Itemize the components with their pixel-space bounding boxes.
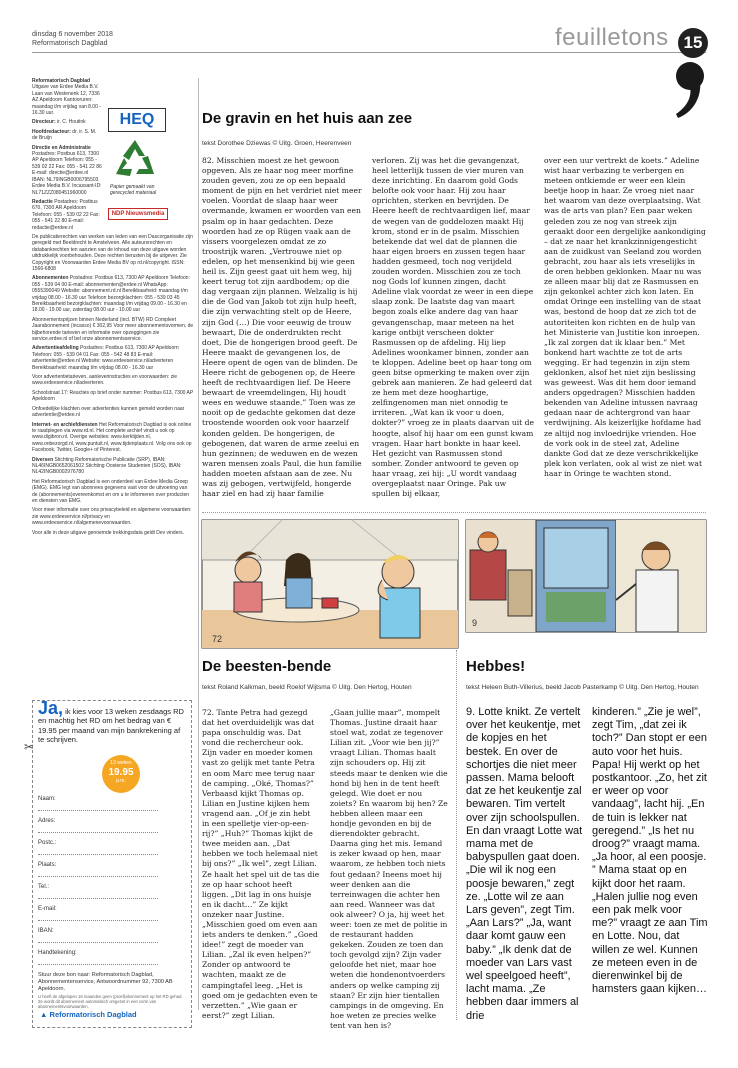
price-badge xyxy=(102,755,140,793)
colophon-block-text: Voor meer informatie over ons privacybeleid en algemene voorwaarden: zie www.erdeeservice.nl/privacy en www.erdeeservice.nl/algemenevoorwaarden. xyxy=(32,507,192,527)
coupon-field-name[interactable]: Naam: xyxy=(38,796,158,811)
colophon-block-text: Stichting Reformatorische Publicatie (SRP), IBAN: NL46INGB0652061502 Stichting Oosterse Studenten (SOS), IBAN: NL42INGB0002976780 xyxy=(32,456,182,476)
colophon-block-title: Abonnementen xyxy=(32,275,69,282)
article-title: De gravin en het huis aan zee xyxy=(202,110,413,127)
article-credit: tekst Heleen Buth-Villerius, beeld Jacob Pasterkamp © Uitg. Den Hertog, Houten xyxy=(466,684,699,691)
issue-date: dinsdag 6 november 2018 xyxy=(32,31,113,38)
colophon-block-title: Redactie xyxy=(32,198,53,205)
colophon-block-title: Hoofdredacteur: xyxy=(32,128,71,135)
colophon-block-text: Abonnementsprijzen binnen Nederland (incl. BTW) RD Compleet Jaarabonnement (incasso) € 302,95 Voor meer abonnementsvormen, de bijbehorende tarieven en informatie over opzeggingen zie service.erdee.nl of bel onze abonnementsservice. xyxy=(32,316,194,343)
illustration-number: 72 xyxy=(212,634,223,644)
article-column-2: kinderen.” „Zie je wel”, zegt Tim, „dat zei ik toch?” Dan stopt er een auto voor het huis. Papa! Hij werkt op het postkantoor. „Zo, het zit er weer op voor vandaag”, lacht hij. „En de tuin is lekker nat geregend.” „Is het nu droog?” vraagt mama. „Ja hoor, al een poosje. ” Mama staat op en kijkt door het raam. „Halen jullie nog even een pak melk voor me?” vraagt ze aan Tim en Lotte. Nou, dat willen ze wel. Kunnen ze meteen even in de dierenwinkel bij de hamsters gaan kijken… xyxy=(592,706,708,996)
article-title: Hebbes! xyxy=(466,658,526,675)
newspaper-name: Reformatorisch Dagblad xyxy=(32,40,108,47)
colophon-block-title: Diversen xyxy=(32,456,54,463)
colophon-block-text: De publicatierechten van werken van leden van een Dascorganisatie zijn geregeld met Beeldrecht te Amstelveen. Alle auteursrechten en databankrechten ten aanzien van de inhoud van deze uitgave worden uitdrukkelijk voorbehouden. Deze rechten berusten bij de uitgever. Zie Copyright en Voorwaarden Erdee Media BV op rd.nl/copyright. ISSN: 1566-6808 xyxy=(32,233,193,272)
colophon-block-text: Postadres: Postbus 613, 7300 AP Apeldoorn Telefoon: 055 - 539 04 01 Fax: 055 - 542 48 83 E-mail: advertentie@erdee.nl Website: www.erdeeservice.nl/adverteren Bereikbaarheid: maandag t/m vrijdag 08.00 - 16.30 uur xyxy=(32,345,179,371)
column-divider xyxy=(198,78,199,1010)
coupon-field-city[interactable]: Plaats: xyxy=(38,862,158,877)
brand-logo-icon: ▲ xyxy=(40,1010,48,1019)
colophon-block xyxy=(32,345,194,371)
coupon-footer: Stuur deze bon naar: Reformatorisch Dagblad, Abonnementenservice, Antwoordnummer 92, 7300 AB Apeldoorn. xyxy=(38,972,173,992)
recycle-caption: Papier gemaakt van gerecycled materiaal xyxy=(110,184,157,196)
article-column-3: over een uur vertrekt de koets.” Adeline wist haar verbazing te verbergen en meteen ontkiemde er weer een klein beetje hoop in haar. Ze vroeg niet naar het waarom van deze overplaatsing. Wat was de arts van plan? Een paar weken geleden zou ze nog van streek zijn geraakt door een dergelijke aankondiging – dat ze naar het krankzinnigengesticht aan de zuidkust van Seeland zou worden gebracht, zou haar als iets vreselijks in de oren hebben geklonken. Maar nu was ze alleen maar blij dat ze Rasmussen en zijn gekonkel achter zich kon laten. En omdat Oringe een instelling van de staat was, bestond de hoop dat ze zich tot de autoriteiten kon richten en de hulp van het Ministerie van Justitie kon inroepen. „Ik zal zorgen dat ik klaar ben.” Met bonkend hart wachtte ze tot de arts wegging. Er had tegenzin in zijn stem geklonken, alsof het niet zijn beslissing was geweest. Was dit hem door iemand anders opgedragen? Misschien hadden bekenden van Adeline intussen navraag gedaan naar de achtergrond van haar verdwijning. Als keizerlijke hofdame had ze altijd nog invloedrijke vrienden. Hoe de vork ook in de steel zat, Adeline dankte God dat ze deze verschrikkelijke plek kon verlaten, ook al wist ze niet wat haar in Oringe te wachten stond. xyxy=(544,156,706,478)
coupon-ja: Ja, xyxy=(38,698,64,718)
colophon-block xyxy=(32,129,102,142)
comic-illustration-beesten xyxy=(202,520,458,648)
header-rule xyxy=(32,52,706,53)
article-column-1: 82. Misschien moest ze het gewoon opgeven. Als ze haar nog meer morfine zouden geven, zou ze op een bepaald moment de pijn en het verdriet niet meer voelen. Voordat de slaap haar weer overmande, kwamen er woorden van een psalm op in haar gedachten. Deze woorden had ze op Rügen vaak aan de vissers voorgelezen omdat ze zo troostrijk waren. „Vertrouwe niet op edelen, op het mensenkind bij wie geen heil is. Zijn geest gaat uit hem weg, hij keert terug tot zijn aardbodem; op die dag vergaan zijn plannen. Welzalig is hij die de God van Jakob tot zijn hulp heeft, die zijn verwachting stelt op de Heere, zijn God (…) Die voor eeuwig de trouw bewaart, Die de onderdrukten recht doet, Die de hongerigen brood geeft. De Heere maakt de gevangenen los, de Heere opent de ogen van de blinden. De Heere richt de gebogenen op, de Heere heeft de rechtvaardigen lief. De Heere bewaart de vreemdelingen, Hij houdt wees en weduwe staande.” Toen was ze nooit op de gedachte gekomen dat deze troostende woorden ook voor haarzelf konden gelden. De hongerigen, de gebogenen, dat waren de arme zeelui en hun gezinnen; de weduwen en de wezen waren mensen zoals Paul, die hun familie hadden moeten afstaan aan de zee. Nu was zij gebogen, vertwijfeld, hongerde haar ziel en had zij haar familie xyxy=(202,156,362,499)
badge-period: p.m. xyxy=(116,778,126,784)
colophon-block-text: Voor alle in deze uitgave genoemde trekkingsdata geldt Dev vinders. xyxy=(32,529,185,536)
column-divider xyxy=(456,650,457,1020)
article-credit: tekst Roland Kalkman, beeld Roelof Wijtsma © Uitg. Den Hertog, Houten xyxy=(202,684,412,691)
coupon-field-address[interactable]: Adres: xyxy=(38,818,158,833)
page-header-left xyxy=(32,30,113,48)
colophon-block xyxy=(32,78,102,116)
colophon-block-text: ir. C. Houtink xyxy=(57,119,86,126)
colophon-block xyxy=(32,119,102,125)
coupon-field-phone[interactable]: Tel.: xyxy=(38,884,158,899)
section-separator xyxy=(202,512,706,513)
article-column-1: 72. Tante Petra had gezegd dat het overduidelijk was dat papa onschuldig was. Dat vond die rechercheur ook. Zijn vader en moeder komen vast zo gelijk met tante Petra en oom Marc mee terug naar de camping. „Oké, Thomas?” Verbaasd kijkt Thomas op. Lilian en Justine kijken hem vragend aan. „Of je zin hebt in een spelletje vier-op-een-rij?” „Huh?” Thomas kijkt de twee meiden aan. „Dat hebben we toch helemaal niet bij ons?” „Ik wel”, zegt Lilian. Ze haalt het spel uit de tas die ze op haar schoot heeft liggen. „Dit lag in ons huisje en ik dacht…” Ze kijkt onzeker naar Justine. „Misschien goed om even aan iets anders te denken.” „Goed idee!” zegt de moeder van Lilian. „Zal ik even helpen?” Zonder op antwoord te wachten, maakt ze de campingtafel leeg. „Het is goed om je gedachten even te verzetten.” „Wie gaan er eerst?” zegt Lilian. xyxy=(202,708,320,1020)
colophon-block xyxy=(32,275,194,313)
comma-icon xyxy=(672,60,708,120)
colophon-block-title: Directie en Administratie xyxy=(32,144,91,151)
colophon-block-text: Uitgave van Erdee Media B.V. Laan van Westenenk 12, 7336 AZ Apeldoorn Kantooruren: maandag t/m vrijdag van 8.00 - 16.30 uur. xyxy=(32,84,101,117)
illustration-number: 9 xyxy=(472,618,478,628)
colophon-block xyxy=(32,199,102,231)
coupon-brand xyxy=(40,1010,137,1019)
coupon-field-postcode[interactable]: Postc.: xyxy=(38,840,158,855)
section-title: feuilletons xyxy=(555,24,669,51)
coupon-intro-block xyxy=(38,698,186,745)
colophon-block xyxy=(32,406,194,419)
badge-weeks: 13 weken xyxy=(110,760,132,766)
colophon-block-text: Postadres: Postbus 613, 7300 AP Apeldoorn Telefoon: 055 - 539 04 00 E-mail: abonnementen@erdee.nl WhatsApp: 0555390049 Website: abonnement.rd.nl Bereikbaarheid: maandag t/m vrijdag 08.00 - 16.30 uur Telefoon bezorgklachten: 055 - 539 03 45 Bereikbaarheid bezorgklachten: maandag t/m vrijdag 09.00 - 16.30 en 18.00 - 19.00 uur, zaterdag 08.00 uur - 10.00 uur xyxy=(32,275,190,314)
page-number: 15 xyxy=(678,28,708,58)
coupon-field-iban[interactable]: IBAN: xyxy=(38,928,158,943)
colophon-block-text: dr. ir. S. M. de Bruijn xyxy=(32,128,97,142)
colophon-block-text: Het Reformatorisch Dagblad is ook online te raadplegen via www.rd.nl. Het complete archief vindt u ook op www.digibron.nl. Overige websites: www.kerktijden.nl, www.onbezorgd.nl, www.puntuit.nl, www.tijdenplaats.nl. Volg ons ook op Facebook, Twitter, Google+ of Pinterest. xyxy=(32,421,192,454)
colophon-block xyxy=(32,145,102,196)
article-column-1: 9. Lotte knikt. Ze vertelt over het keukentje, met de kopjes en het bestek. En over de schortjes die niet meer passen. Mama belooft dat ze het keukentje zal bewaren. Tim vertelt over zijn schoolspullen. En dan vraagt Lotte wat mama met de babyspullen gaat doen. „Die wil ik nog een poosje bewaren,” zegt ze. „Lotte wil ze aan Lars geven”, zegt Tim. „Aan Lars?” „Ja, want daar komt gauw een baby.” „Ik denk dat de moeder van Lars vast wel speelgoed heeft”, lacht mama. „Ze hebben daar immers al drie xyxy=(466,706,583,1022)
colophon-block xyxy=(32,457,194,476)
colophon-block-title: Advertentieafdeling xyxy=(32,345,79,352)
colophon-block xyxy=(32,374,194,387)
hq-logo xyxy=(108,108,166,132)
colophon-block-text: Voor advertentietarieven, aanleverinstructies en voorwaarden: zie www.erdeeservice.nl/adverteren. xyxy=(32,374,178,387)
coupon-field-signature[interactable]: Handtekening: xyxy=(38,950,158,965)
colophon-block-text: Het Reformatorisch Dagblad is een onderdeel van Erdee Media Groep (EMG). EMG legt van abonnees gegevens vast voor de uitvoering van de (abonnements)overeenkomst en om u te informeren over producten en diensten van EMG. xyxy=(32,478,190,504)
colophon-block-text: Schoolstraat 17: Reacties op brief onder nummer: Postbus 613, 7300 AP Apeldoorn xyxy=(32,389,194,403)
coupon-field-email[interactable]: E-mail: xyxy=(38,906,158,921)
colophon-block-text: Postadres: Postbus 613, 7300 AP Apeldoorn Telefoon: 055 - 539 02 22 Fax: 055 - 541 22 86 E-mail: directie@erdee.nl IBAN: NL79INGB0006795503 Erdee Media B.V. Incassant-ID: NL71ZZZ080451960000 xyxy=(32,151,102,196)
colophon-block-title: Directeur: xyxy=(32,119,56,126)
colophon-block xyxy=(32,390,194,403)
colophon-block xyxy=(32,507,194,526)
ndp-logo: NDP Nieuwsmedia xyxy=(108,208,168,220)
article-column-2: „Gaan jullie maar”, mompelt Thomas. Justine draait haar stoel wat, zodat ze tegenover Lilian zit. „Voor wie ben jij?” vraagt Lilian. Thomas haalt zijn schouders op. Hij zit steeds maar te denken wie die hond bij hen in de tent heeft gelegd. Wie doet er nou zoiets? En waarom bij hen? Ze hebben alleen maar een hondje gevonden en bij de dierendokter gebracht. Daarna ging het mis. Iemand is zeker kwaad op hen, maar waarom, ze hebben toch niets fout gedaan? Ineens moet hij weer denken aan die terreinwagen die achter hen aan reed. Wanneer was dat ook alweer? O ja, hij weet het weer: toen ze met de politie in de restaurant hadden gekeken. Zouden ze toen dan toch gevolgd zijn? Zijn vader geloofde het niet, maar hoe weten die hondenontvoerders anders op welke camping zij staan? Er zijn hier tientallen campings in de omgeving. En hoe weten ze precies welke tent van hen is? xyxy=(330,708,448,1030)
colophon-block-title: Internet- en archiefdiensten xyxy=(32,421,98,428)
colophon-block xyxy=(32,479,194,505)
colophon-block xyxy=(32,317,194,343)
colophon-block xyxy=(32,422,194,454)
colophon-block-text: Postadres: Postbus 670, 7300 AR Apeldoorn Telefoon: 055 - 539 02 22 Fax: 055 - 541 22 80 E-mail: redactie@erdee.nl xyxy=(32,198,100,231)
colophon-block xyxy=(32,234,194,272)
hq-logo-text: HEQ xyxy=(119,111,155,128)
article-column-2: verloren. Zij was het die gevangenzat, heel letterlijk tussen de vier muren van deze inrichting. En daarom gold Gods belofte ook voor haar. Hij zou haar oprichten, sterken en bevrijden. De Heere heeft de rechtvaardigen lief, maar de wegen van de goddelozen maakt Hij krom, stond er in de psalm. Misschien betekende dat wel dat de plannen die haar eigen broers en zussen tegen haar hadden gesmeed, toch nog verijdeld zouden worden. Misschien zou ze toch nog Gods lof kunnen zingen, dacht Adeline vlak voordat ze weer in een diepe slaap zonk. De laatste dag van maart begon zoals elke andere dag van haar gevangenschap, maar meteen na het karige ontbijt verscheen dokter Rasmussen op de afdeling. Hij liep Adelines woonkamer binnen, zonder aan te kloppen. Adeline beet op haar tong om geen bitse opmerking te maken over zijn gebrek aan manieren. Ze had geleerd dat ze hem met deze hooghartige, zelfingenomen man niet onnodig te irriteren. „Wat kan ik voor u doen, dokter?” vroeg ze in plaats daarvan uit de hoogte, alsof hij haar om een gunst kwam vragen. Haar hart bonkte in haar keel. Het gezicht van Rasmussen stond somber. Zonder antwoord te geven op haar vraag, zei hij: „U wordt vandaag overgeplaatst naar Oringe. Pak uw spullen bij elkaar, xyxy=(372,156,534,499)
article-credit: tekst Dorothee Dziewas © Uitg. Groen, Heerenveen xyxy=(202,140,352,147)
colophon-block-title: Reformatorisch Dagblad xyxy=(32,78,91,84)
illustration-hebbes xyxy=(466,520,706,632)
colophon-block-text: Onfoedelijke klachten over advertenties kunnen gemeld worden naar advertentie@erdee.nl xyxy=(32,405,185,419)
coupon-intro: ik kies voor 13 weken zesdaags RD en machtig het RD om het bedrag van € 19.95 per maand van mijn bankrekening af te schrijven. xyxy=(38,707,184,745)
brand-name: Reformatorisch Dagblad xyxy=(49,1010,137,1019)
scissors-icon: ✂ xyxy=(24,740,35,754)
recycle-icon xyxy=(110,138,160,182)
article-title: De beesten-bende xyxy=(202,658,332,675)
badge-price: 19.95 xyxy=(108,767,134,778)
coupon-fineprint: U heeft de afgelopen 18 maanden geen (proef)abonnement op het RD gehad. Ze wordt dit abonnement automatisch omgezet in een vorm van abonnementsvoorwaarden. xyxy=(38,994,183,1009)
colophon-block xyxy=(32,530,194,536)
